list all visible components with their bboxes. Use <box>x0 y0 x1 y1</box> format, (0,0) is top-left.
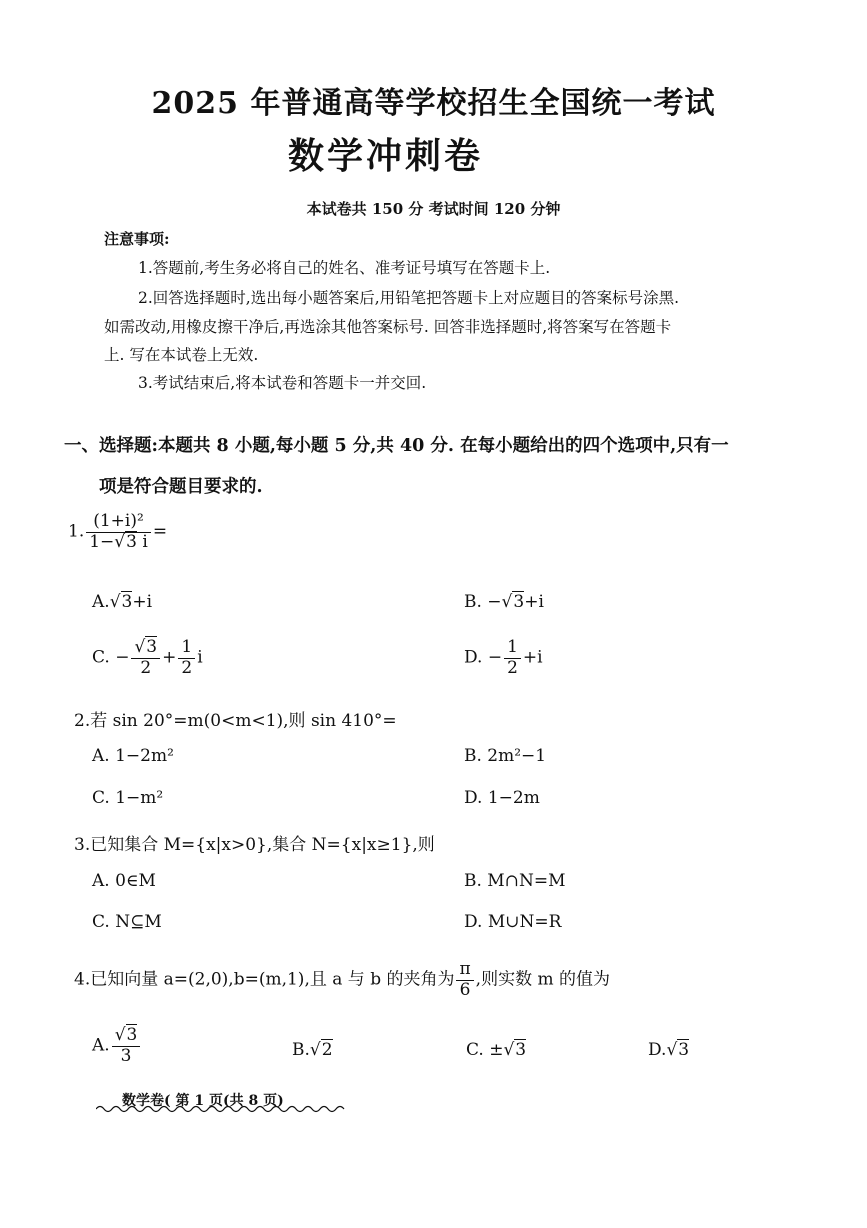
option-label: A. <box>92 1035 110 1056</box>
fraction-denominator: 2 <box>507 657 518 678</box>
option-fraction <box>131 638 160 678</box>
section-heading-line-1: 一、选择题:本题共 8 小题,每小题 5 分,共 40 分. 在每小题给出的四个选项中,只有一 <box>64 436 729 456</box>
fraction-denominator: 6 <box>459 979 471 1000</box>
option-tail: +i <box>132 592 153 612</box>
stem-part-2: ,则实数 m 的值为 <box>475 969 611 990</box>
exam-info: 本试卷共 150 分 考试时间 120 分钟 <box>306 200 561 218</box>
question-2-stem: 2.若 sin 20°=m(0<m<1),则 sin 410°= <box>74 711 397 731</box>
question-3-option-b: B. M∩N=M <box>464 871 566 891</box>
fraction-numerator: 1 <box>504 638 521 659</box>
note-item-2-line-1: 2.回答选择题时,选出每小题答案后,用铅笔把答题卡上对应题目的答案标号涂黑. <box>138 289 680 307</box>
exam-title: 2025 年普通高等学校招生全国统一考试 <box>151 86 716 121</box>
question-1-fraction <box>86 512 151 552</box>
question-4-option-a <box>92 1026 142 1066</box>
question-1-option-b: B. −√3+i <box>464 592 544 612</box>
note-item-2-line-3: 上. 写在本试卷上无效. <box>104 346 259 364</box>
footer-wavy-underline <box>96 1104 346 1114</box>
radicand: 3 <box>126 1025 138 1045</box>
question-2-option-d: D. 1−2m <box>464 788 540 808</box>
section-heading-line-2: 项是符合题目要求的. <box>99 477 263 497</box>
question-1-option-d <box>464 638 543 678</box>
notes-heading: 注意事项: <box>104 230 170 248</box>
plus-sign: + <box>162 647 177 668</box>
radicand: 3 <box>513 592 525 612</box>
question-3-option-c: C. N⊆M <box>92 912 162 932</box>
option-label: B. − <box>464 592 502 612</box>
den-part: 1− <box>89 531 115 552</box>
radicand: 3 <box>121 592 133 612</box>
stem-part-1: 4.已知向量 a=(2,0),b=(m,1),且 a 与 b 的夹角为 <box>74 969 455 990</box>
question-3-option-a: A. 0∈M <box>92 871 156 891</box>
fraction-denominator: 3 <box>120 1045 132 1066</box>
option-label: B. <box>292 1040 310 1060</box>
option-label: D. − <box>464 647 503 668</box>
fraction-numerator: √3 <box>131 638 160 659</box>
question-2-option-a: A. 1−2m² <box>92 746 174 766</box>
question-4-option-b: B.√2 <box>292 1040 333 1060</box>
option-label: D. <box>648 1040 667 1060</box>
option-tail: +i <box>524 592 544 612</box>
fraction-numerator: √3 <box>112 1026 141 1047</box>
question-2-option-b: B. 2m²−1 <box>464 746 547 766</box>
question-1-option-c <box>92 638 203 678</box>
fraction-denominator: 1−√3 i <box>89 531 148 552</box>
fraction-denominator: 2 <box>140 657 152 678</box>
question-4-option-c: C. ±√3 <box>466 1040 527 1060</box>
page-footer: 数学卷( 第 1 页(共 8 页) <box>122 1093 284 1109</box>
fraction-numerator: (1+i)² <box>86 512 151 533</box>
question-4-option-d: D.√3 <box>648 1040 690 1060</box>
radicand: 3 <box>678 1040 690 1060</box>
equals-sign: = <box>152 521 168 542</box>
question-2-option-c: C. 1−m² <box>92 788 164 808</box>
question-1-number: 1. <box>68 521 85 542</box>
radicand: 3 <box>515 1040 527 1060</box>
fraction-numerator: 1 <box>178 638 195 659</box>
exam-subtitle: 数学冲刺卷 <box>288 135 484 177</box>
option-tail: +i <box>522 647 543 668</box>
option-label: C. ± <box>466 1040 504 1060</box>
radicand: 2 <box>321 1040 333 1060</box>
note-item-3: 3.考试结束后,将本试卷和答题卡一并交回. <box>138 374 427 392</box>
option-fraction-2 <box>178 638 195 678</box>
question-3-option-d: D. M∪N=R <box>464 912 562 932</box>
den-radicand: 3 <box>126 531 137 552</box>
option-tail: i <box>197 647 203 668</box>
option-fraction <box>112 1026 141 1066</box>
note-item-2-line-2: 如需改动,用橡皮擦干净后,再选涂其他答案标号. 回答非选择题时,将答案写在答题卡 <box>104 318 672 336</box>
option-fraction <box>504 638 521 678</box>
den-unit: i <box>142 531 148 552</box>
fraction-denominator: 2 <box>181 657 193 678</box>
question-3-stem: 3.已知集合 M={x|x>0},集合 N={x|x≥1},则 <box>74 835 435 855</box>
option-label: A. <box>92 592 110 612</box>
fraction-numerator: π <box>456 960 473 981</box>
angle-fraction <box>456 960 473 1000</box>
note-item-1: 1.答题前,考生务必将自己的姓名、准考证号填写在答题卡上. <box>138 259 551 277</box>
question-4-stem <box>74 960 610 1000</box>
radicand: 3 <box>146 637 158 657</box>
option-label: C. − <box>92 647 130 668</box>
question-1-stem <box>68 512 167 552</box>
question-1-option-a: A.√3+i <box>92 592 153 612</box>
